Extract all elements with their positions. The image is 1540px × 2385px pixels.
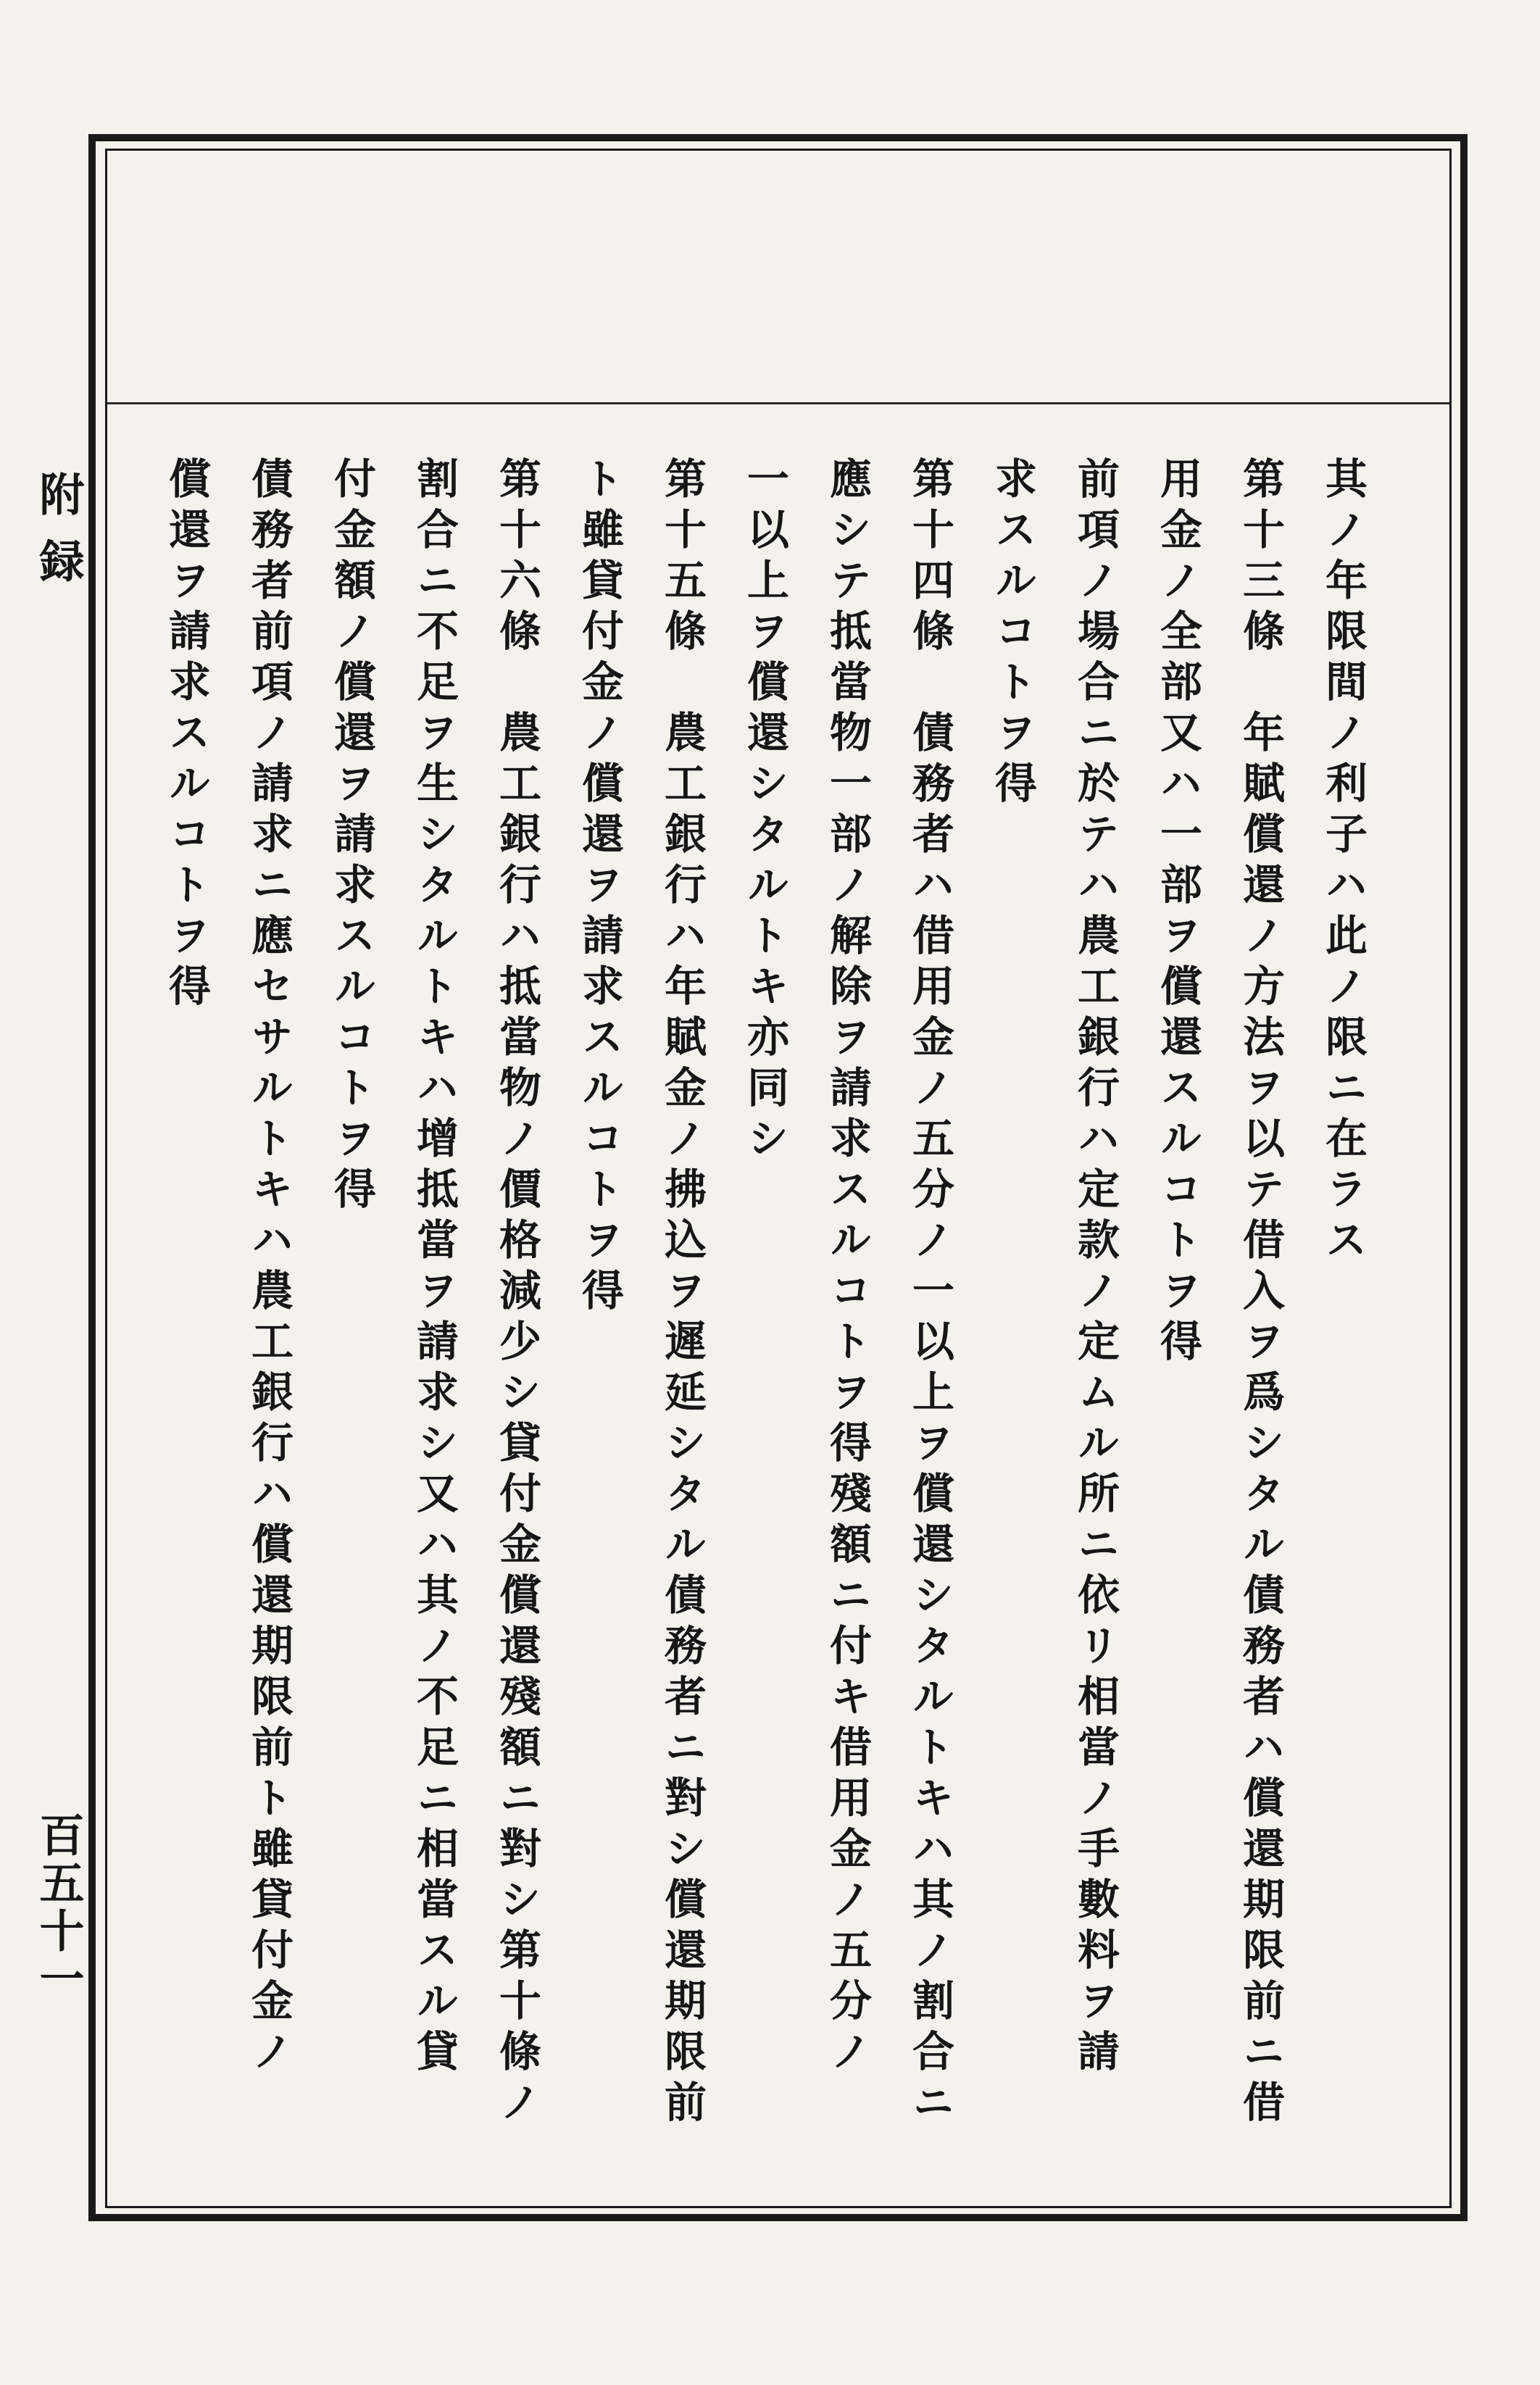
text-line: ト雖貸付金ノ償還ヲ請求スルコトヲ得	[575, 457, 624, 1319]
text-line: 償還ヲ請求スルコトヲ得	[162, 457, 211, 1015]
article-heading-15: 第十五條 農工銀行ハ年賦金ノ拂込ヲ遲延シタル債務者ニ對シ償還期限前	[657, 457, 707, 2131]
text-line: 付金額ノ償還ヲ請求スルコトヲ得	[327, 457, 376, 1218]
section-label: 附録	[32, 471, 85, 604]
article-heading-16: 第十六條 農工銀行ハ抵當物ノ價格減少シ貸付金償還殘額ニ對シ第十條ノ	[492, 457, 541, 2131]
text-line: 應シテ抵當物一部ノ解除ヲ請求スルコトヲ得殘額ニ付キ借用金ノ五分ノ	[823, 457, 872, 2080]
text-line: 債務者前項ノ請求ニ應セサルトキハ農工銀行ハ償還期限前ト雖貸付金ノ	[244, 457, 294, 2080]
body-text	[152, 457, 1384, 2160]
text-line: 前項ノ場合ニ於テハ農工銀行ハ定款ノ定ムル所ニ依リ相當ノ手數料ヲ請	[1070, 457, 1120, 2080]
text-line: 割合ニ不足ヲ生シタルトキハ增抵當ヲ請求シ又ハ其ノ不足ニ相當スル貸	[409, 457, 459, 2080]
text-line: 求スルコトヲ得	[988, 457, 1037, 812]
article-heading-14: 第十四條 債務者ハ借用金ノ五分ノ一以上ヲ償還シタルトキハ其ノ割合ニ	[905, 457, 954, 2131]
text-line: 用金ノ全部又ハ一部ヲ償還スルコトヲ得	[1153, 457, 1202, 1370]
article-heading-13: 第十三條 年賦償還ノ方法ヲ以テ借入ヲ爲シタル債務者ハ償還期限前ニ借	[1236, 457, 1285, 2131]
text-line: 一以上ヲ償還シタルトキ亦同シ	[740, 457, 789, 1167]
text-line: 其ノ年限間ノ利子ハ此ノ限ニ在ラス	[1318, 457, 1368, 1268]
header-rule	[107, 402, 1449, 404]
page-number: 百五十一	[32, 1812, 85, 2003]
